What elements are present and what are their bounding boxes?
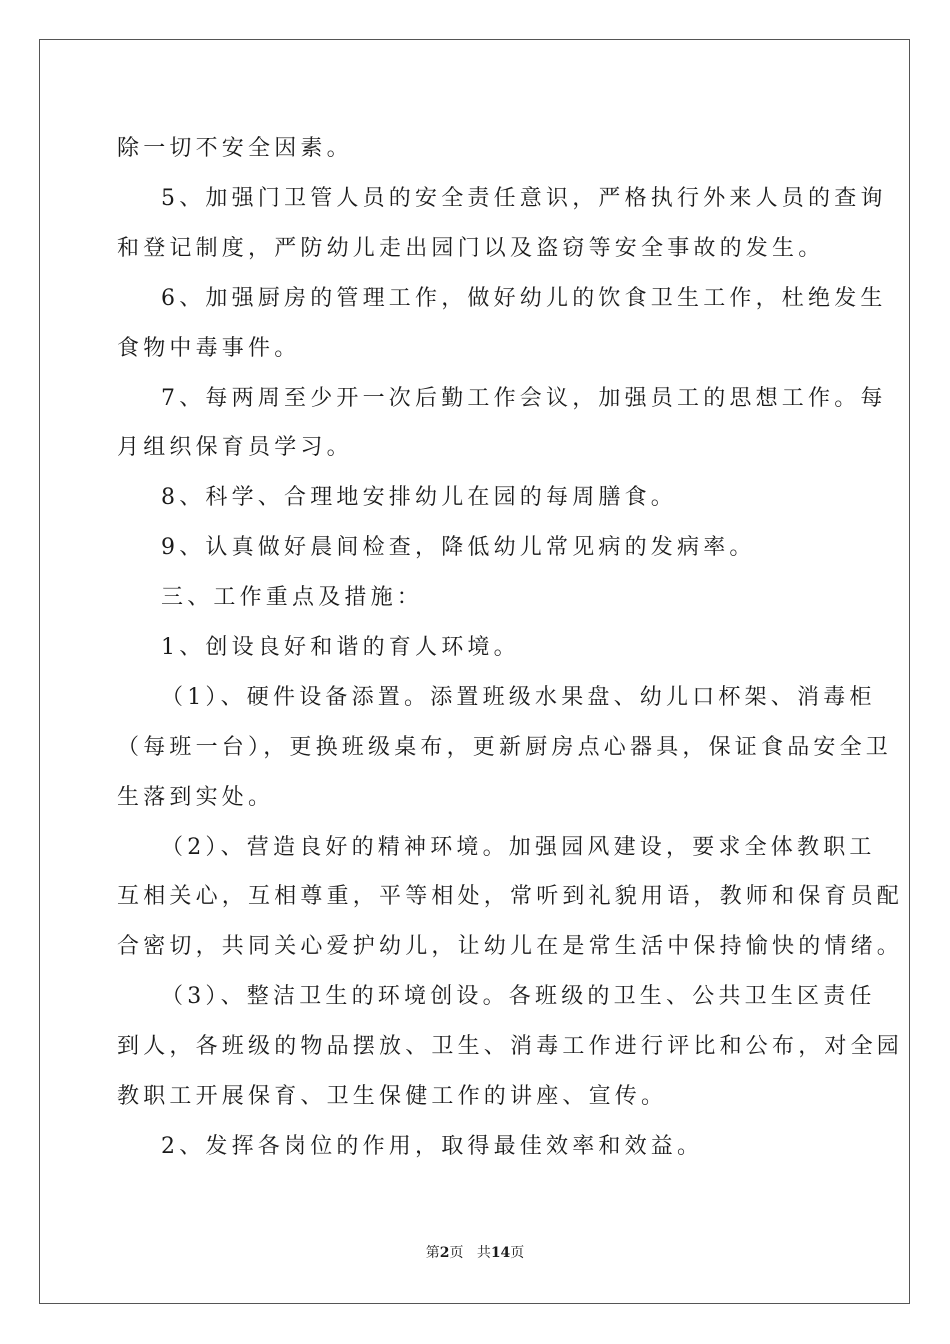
paragraph-line: 1、创设良好和谐的育人环境。 <box>161 635 520 660</box>
paragraph-line: 生落到实处。 <box>117 785 275 810</box>
footer-total-pages: 14 <box>490 1245 511 1261</box>
paragraph-line: 月组织保育员学习。 <box>117 435 353 460</box>
paragraph-line: 和登记制度，严防幼儿走出园门以及盗窃等安全事故的发生。 <box>117 236 825 261</box>
paragraph-line: 8、科学、合理地安排幼儿在园的每周膳食。 <box>161 485 677 510</box>
paragraph-line: 2、发挥各岗位的作用，取得最佳效率和效益。 <box>161 1134 704 1159</box>
paragraph-line: （3）、整洁卫生的环境创设。各班级的卫生、公共卫生区责任 <box>161 984 876 1009</box>
footer-page-suffix: 页 <box>449 1245 464 1261</box>
footer-total-prefix: 共 <box>476 1245 491 1261</box>
paragraph-line: 到人，各班级的物品摆放、卫生、消毒工作进行评比和公布，对全园 <box>117 1034 904 1059</box>
paragraph-line: （2）、营造良好的精神环境。加强园风建设，要求全体教职工 <box>161 835 876 860</box>
footer-total-suffix: 页 <box>510 1245 525 1261</box>
paragraph-line: 食物中毒事件。 <box>117 336 301 361</box>
paragraph-line: 合密切，共同关心爱护幼儿，让幼儿在是常生活中保持愉快的情绪。 <box>117 934 904 959</box>
page-border <box>39 39 910 1304</box>
footer-page-number: 2 <box>439 1245 450 1261</box>
paragraph-line: 7、每两周至少开一次后勤工作会议，加强员工的思想工作。每 <box>161 386 887 411</box>
paragraph-line: （1）、硬件设备添置。添置班级水果盘、幼儿口杯架、消毒柜 <box>161 685 876 710</box>
section-heading: 三、工作重点及措施： <box>161 585 424 610</box>
paragraph-line: 5、加强门卫管人员的安全责任意识，严格执行外来人员的查询 <box>161 186 887 211</box>
page-footer <box>0 1244 950 1262</box>
paragraph-line: （每班一台），更换班级桌布，更新厨房点心器具，保证食品安全卫 <box>117 735 893 760</box>
paragraph-line: 教职工开展保育、卫生保健工作的讲座、宣传。 <box>117 1084 668 1109</box>
paragraph-line: 除一切不安全因素。 <box>117 136 353 161</box>
footer-page-prefix: 第 <box>425 1245 440 1261</box>
paragraph-line: 6、加强厨房的管理工作，做好幼儿的饮食卫生工作，杜绝发生 <box>161 286 887 311</box>
paragraph-line: 9、认真做好晨间检查，降低幼儿常见病的发病率。 <box>161 535 756 560</box>
paragraph-line: 互相关心，互相尊重，平等相处，常听到礼貌用语，教师和保育员配 <box>117 884 904 909</box>
